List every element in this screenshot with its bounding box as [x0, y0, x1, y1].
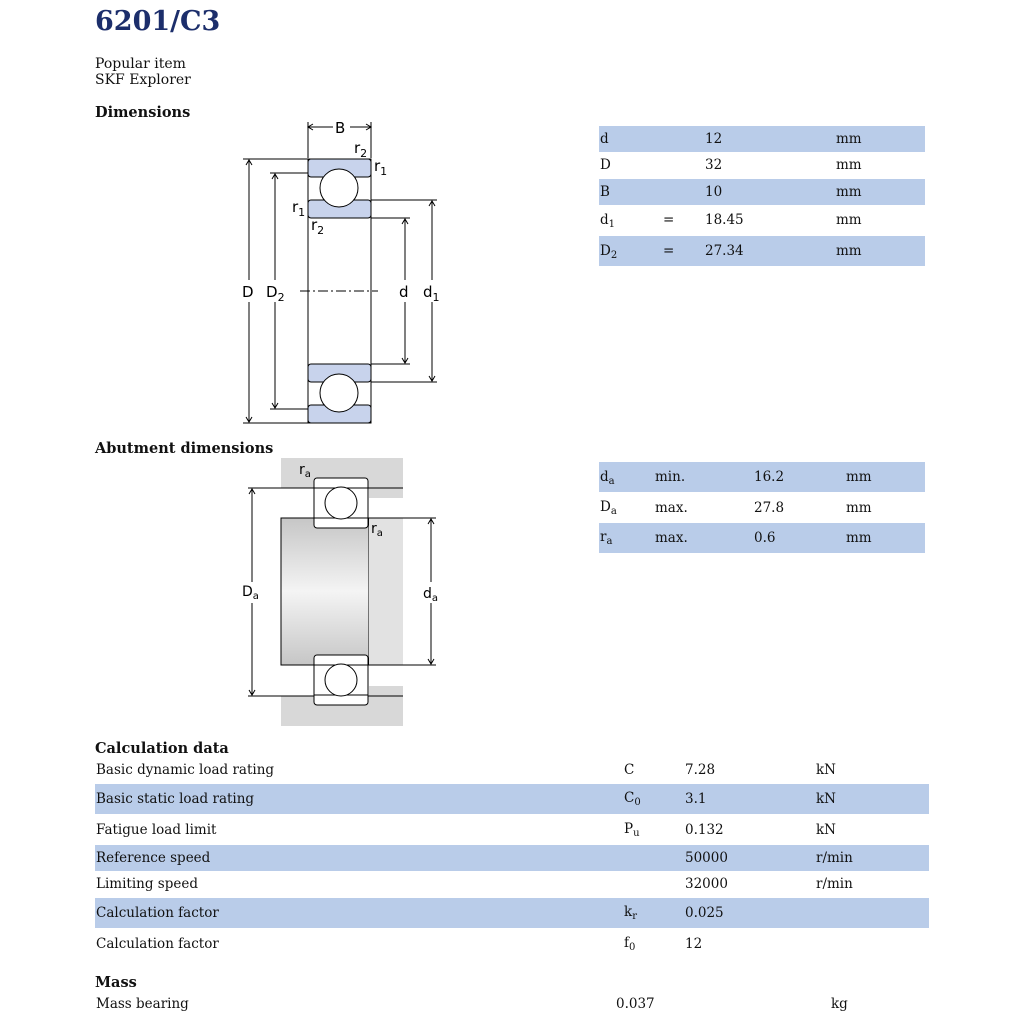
value: 12: [705, 131, 723, 147]
value: 3.1: [685, 791, 707, 807]
page-title: 6201/C3: [95, 6, 221, 37]
symbol: $d_a$: [600, 469, 615, 487]
value: 50000: [685, 850, 728, 866]
unit: kN: [816, 791, 836, 807]
qualifier: max.: [655, 530, 688, 546]
symbol: $C_0$: [624, 790, 641, 808]
label-r1-inner: $r_1$: [292, 198, 306, 219]
label-ra-shaft: $r_a$: [371, 521, 383, 539]
symbol: $r_a$: [600, 529, 613, 547]
unit: mm: [836, 243, 862, 259]
label-d: d: [399, 283, 409, 301]
value: 0.132: [685, 822, 724, 838]
label: Basic static load rating: [96, 791, 255, 807]
dimensions-row: [599, 236, 925, 266]
label-B: B: [335, 119, 346, 137]
symbol: $d_1$: [600, 212, 616, 230]
equals: =: [663, 212, 675, 228]
symbol: $k_r$: [624, 904, 637, 922]
calculation-row: [95, 845, 929, 871]
calculation-row: [95, 784, 929, 814]
symbol: d: [600, 131, 609, 147]
label: Basic dynamic load rating: [96, 762, 275, 778]
label: Limiting speed: [96, 876, 198, 892]
dimensions-row: [599, 152, 925, 178]
bearing-dimension-diagram: [230, 115, 450, 435]
unit: kg: [831, 996, 848, 1012]
value: 16.2: [754, 469, 785, 485]
mass-row: [95, 991, 929, 1017]
dimensions-row: [599, 126, 925, 152]
abutment-row: [599, 523, 925, 553]
value: 0.6: [754, 530, 776, 546]
label-D2: $D_2$: [266, 283, 285, 304]
symbol: $D_a$: [600, 499, 617, 517]
symbol: B: [600, 184, 610, 200]
dimensions-heading: Dimensions: [95, 104, 191, 121]
label-Da: $D_a$: [242, 584, 259, 602]
unit: kN: [816, 822, 836, 838]
value: 32: [705, 157, 723, 173]
unit: mm: [836, 157, 862, 173]
symbol: $f_0$: [624, 935, 636, 953]
unit: mm: [846, 469, 872, 485]
value: 12: [685, 936, 703, 952]
unit: mm: [846, 500, 872, 516]
unit: mm: [836, 131, 862, 147]
unit: kN: [816, 762, 836, 778]
value: 27.8: [754, 500, 785, 516]
value: 0.025: [685, 905, 724, 921]
mass-heading: Mass: [95, 974, 137, 991]
calculation-row: [95, 871, 929, 897]
value: 27.34: [705, 243, 744, 259]
label-r2-inner: $r_2$: [311, 216, 325, 237]
popular-item-text: Popular item: [95, 56, 186, 72]
dimensions-row: [599, 179, 925, 205]
value: 7.28: [685, 762, 716, 778]
brand-text: SKF Explorer: [95, 72, 191, 88]
abutment-row: [599, 493, 925, 523]
unit: mm: [846, 530, 872, 546]
calculation-heading: Calculation data: [95, 740, 229, 757]
value: 18.45: [705, 212, 744, 228]
unit: mm: [836, 184, 862, 200]
label-da: $d_a$: [423, 586, 439, 604]
equals: =: [663, 243, 675, 259]
label: Calculation factor: [96, 936, 219, 952]
label-d1: $d_1$: [423, 283, 440, 304]
abutment-diagram: [235, 455, 450, 730]
calculation-row: [95, 757, 929, 783]
label-r2-top: $r_2$: [354, 139, 368, 160]
unit: r/min: [816, 850, 853, 866]
qualifier: min.: [655, 469, 686, 485]
label-D: D: [242, 283, 254, 301]
unit: r/min: [816, 876, 853, 892]
calculation-row: [95, 815, 929, 845]
dimensions-row: [599, 207, 925, 233]
calculation-row: [95, 898, 929, 928]
calculation-row: [95, 929, 929, 959]
label: Fatigue load limit: [96, 822, 217, 838]
label-r1-top: $r_1$: [374, 157, 388, 178]
symbol: $P_u$: [624, 821, 640, 839]
abutment-heading: Abutment dimensions: [95, 440, 274, 457]
value: 10: [705, 184, 723, 200]
value: 0.037: [616, 996, 655, 1012]
label: Mass bearing: [96, 996, 189, 1012]
symbol: C: [624, 762, 635, 778]
unit: mm: [836, 212, 862, 228]
label-ra-top: $r_a$: [299, 462, 311, 480]
qualifier: max.: [655, 500, 688, 516]
value: 32000: [685, 876, 728, 892]
symbol: $D_2$: [600, 243, 618, 261]
abutment-row: [599, 462, 925, 492]
symbol: D: [600, 157, 611, 173]
label: Calculation factor: [96, 905, 219, 921]
label: Reference speed: [96, 850, 211, 866]
